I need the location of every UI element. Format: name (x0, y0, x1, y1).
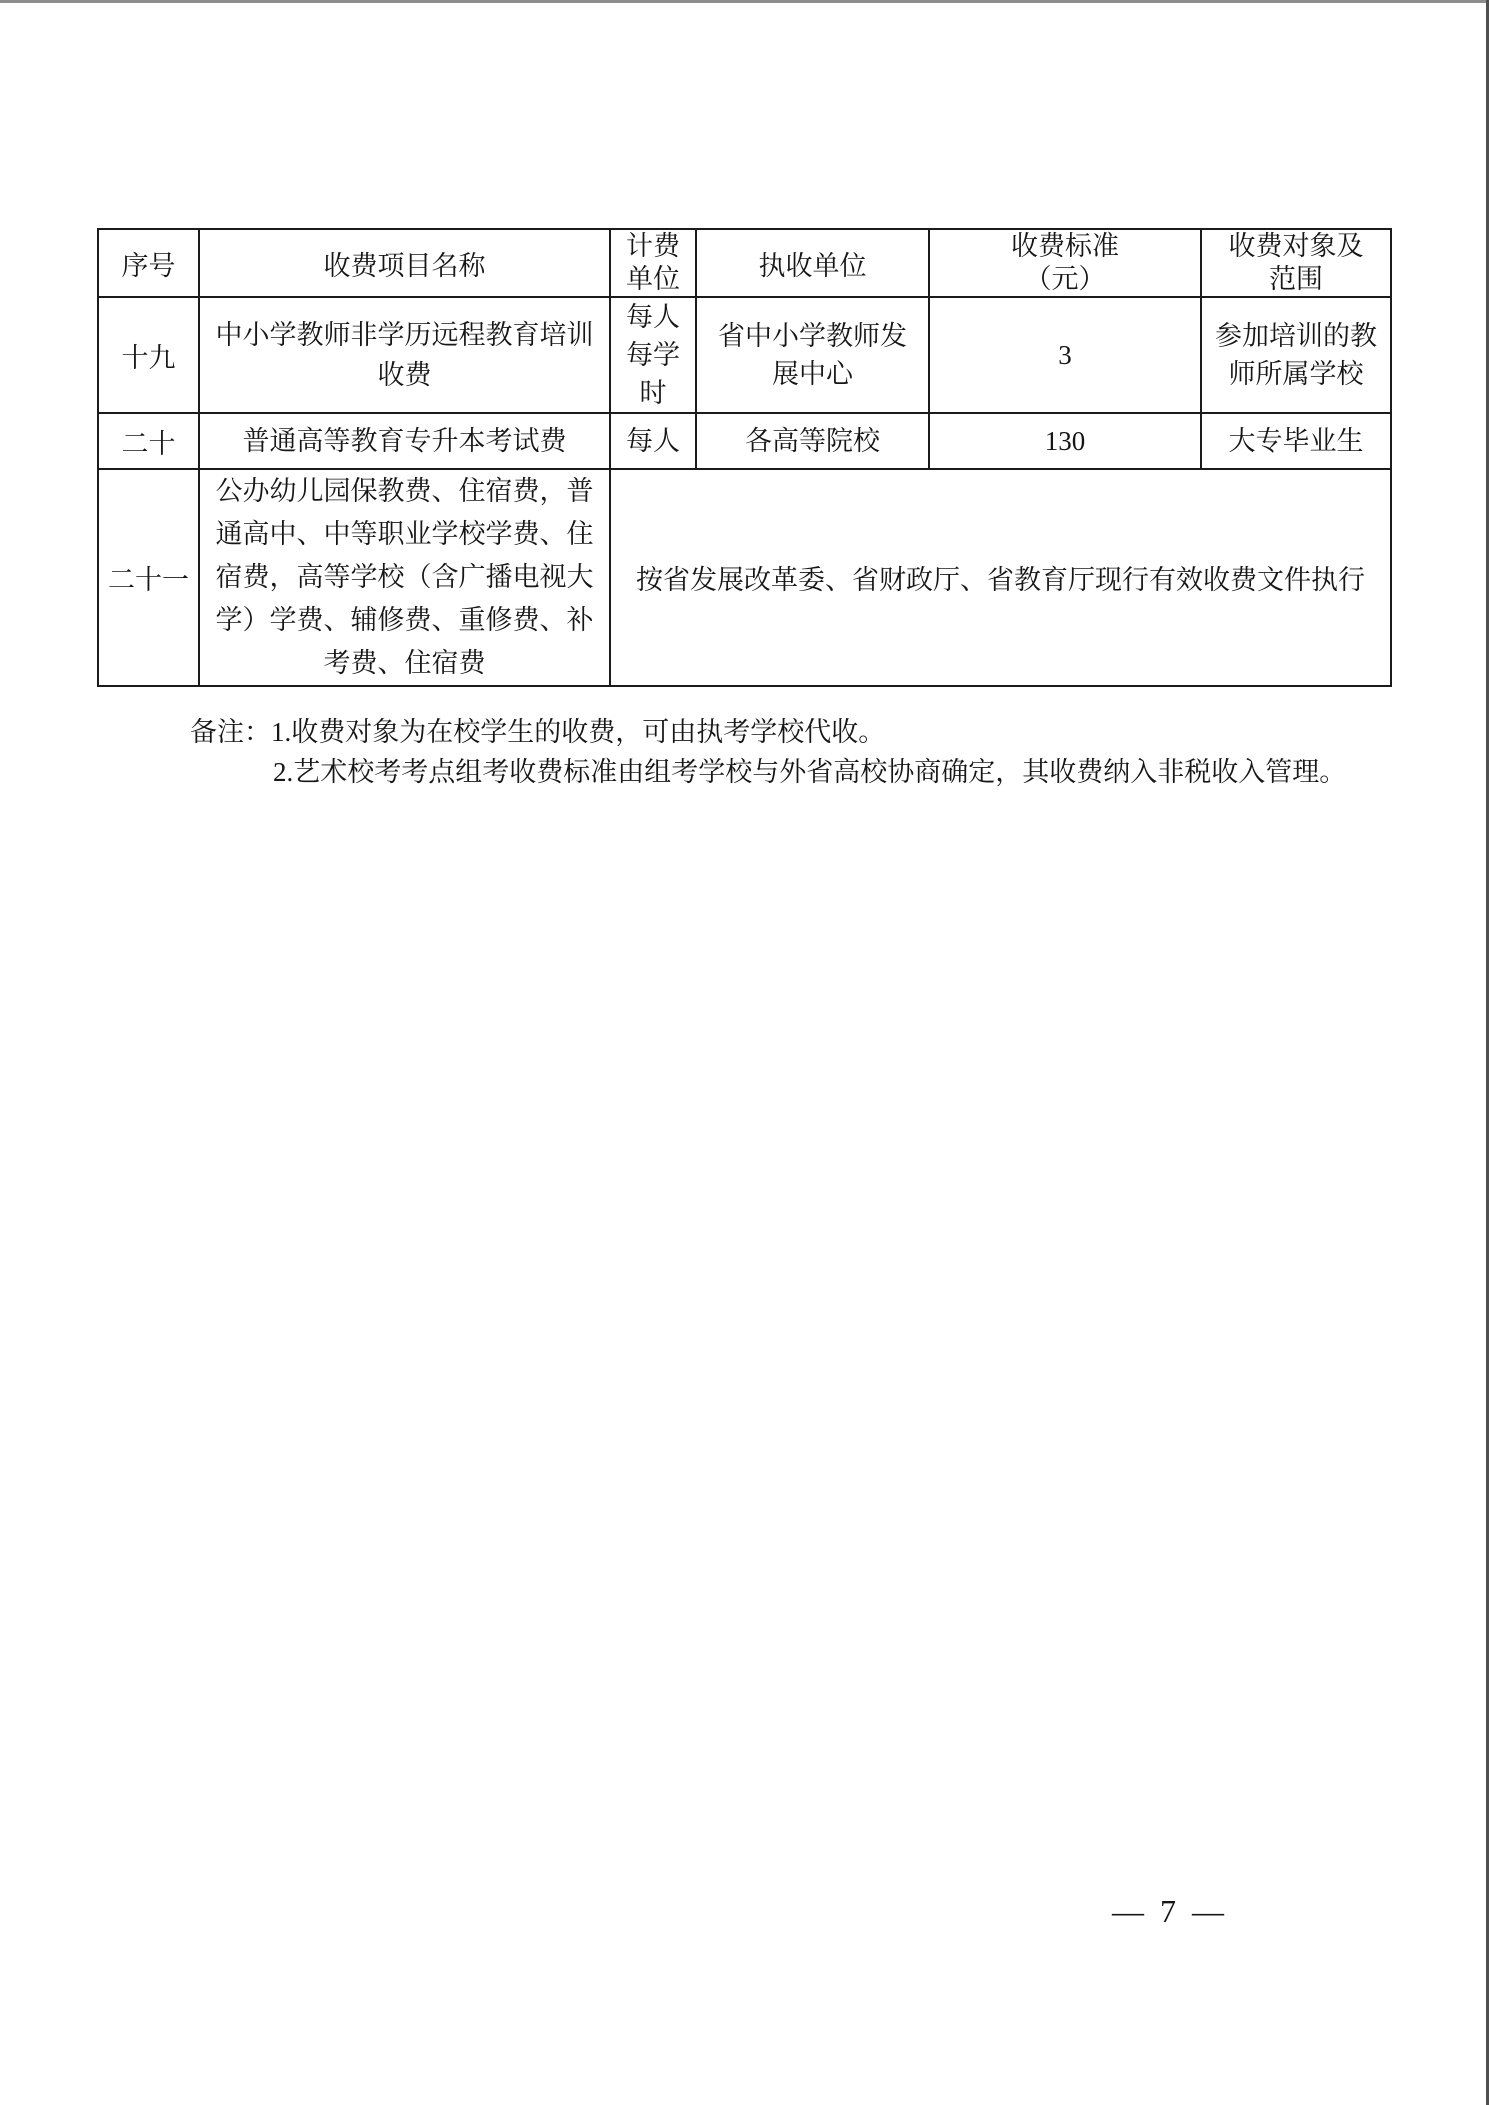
note-item-1: 1.收费对象为在校学生的收费，可由执考学校代收。 (271, 717, 886, 747)
cell-collecting-unit: 各高等院校 (696, 413, 929, 469)
cell-serial: 二十一 (98, 469, 199, 686)
cell-billing-unit: 每人每学时 (610, 297, 696, 413)
cell-serial: 二十 (98, 413, 199, 469)
page-number (1112, 1893, 1224, 1930)
cell-item-name: 公办幼儿园保教费、住宿费，普通高中、中等职业学校学费、住宿费，高等学校（含广播电视大学）学费、辅修费、重修费、补考费、住宿费 (199, 469, 610, 686)
cell-item-name: 普通高等教育专升本考试费 (199, 413, 610, 469)
page-number-value: 7 (1160, 1893, 1176, 1929)
cell-billing-unit: 每人 (610, 413, 696, 469)
cell-item-name: 中小学教师非学历远程教育培训收费 (199, 297, 610, 413)
note-line-2 (190, 752, 1346, 792)
col-header-serial: 序号 (98, 229, 199, 297)
notes-block (190, 712, 1346, 792)
table-row-21 (98, 469, 1391, 686)
col-header-target-line2: 范围 (1269, 264, 1323, 294)
col-header-standard-line2: （元） (1024, 264, 1106, 294)
col-header-target (1201, 229, 1391, 297)
col-header-standard-line1: 收费标准 (1011, 231, 1119, 261)
table-row-19 (98, 297, 1391, 413)
note-item-2: 2.艺术校考考点组考收费标准由组考学校与外省高校协商确定，其收费纳入非税收入管理。 (273, 757, 1347, 787)
page-number-dash-right: — (1192, 1893, 1224, 1929)
table-row-20 (98, 413, 1391, 469)
col-header-billing-unit: 计费单位 (610, 229, 696, 297)
cell-target: 参加培训的教师所属学校 (1201, 297, 1391, 413)
cell-serial: 十九 (98, 297, 199, 413)
cell-target: 大专毕业生 (1201, 413, 1391, 469)
col-header-item-name: 收费项目名称 (199, 229, 610, 297)
page-number-dash-left: — (1112, 1893, 1144, 1929)
fee-table (97, 228, 1392, 687)
cell-standard: 3 (929, 297, 1201, 413)
col-header-standard (929, 229, 1201, 297)
notes-label: 备注： (190, 717, 271, 747)
note-line-1 (190, 712, 1346, 752)
cell-standard: 130 (929, 413, 1201, 469)
cell-collecting-unit: 省中小学教师发展中心 (696, 297, 929, 413)
col-header-collecting-unit: 执收单位 (696, 229, 929, 297)
col-header-target-line1: 收费对象及 (1228, 231, 1364, 261)
cell-merged-policy: 按省发展改革委、省财政厅、省教育厅现行有效收费文件执行 (610, 469, 1391, 686)
table-header-row (98, 229, 1391, 297)
scan-edge-top (0, 0, 1489, 3)
